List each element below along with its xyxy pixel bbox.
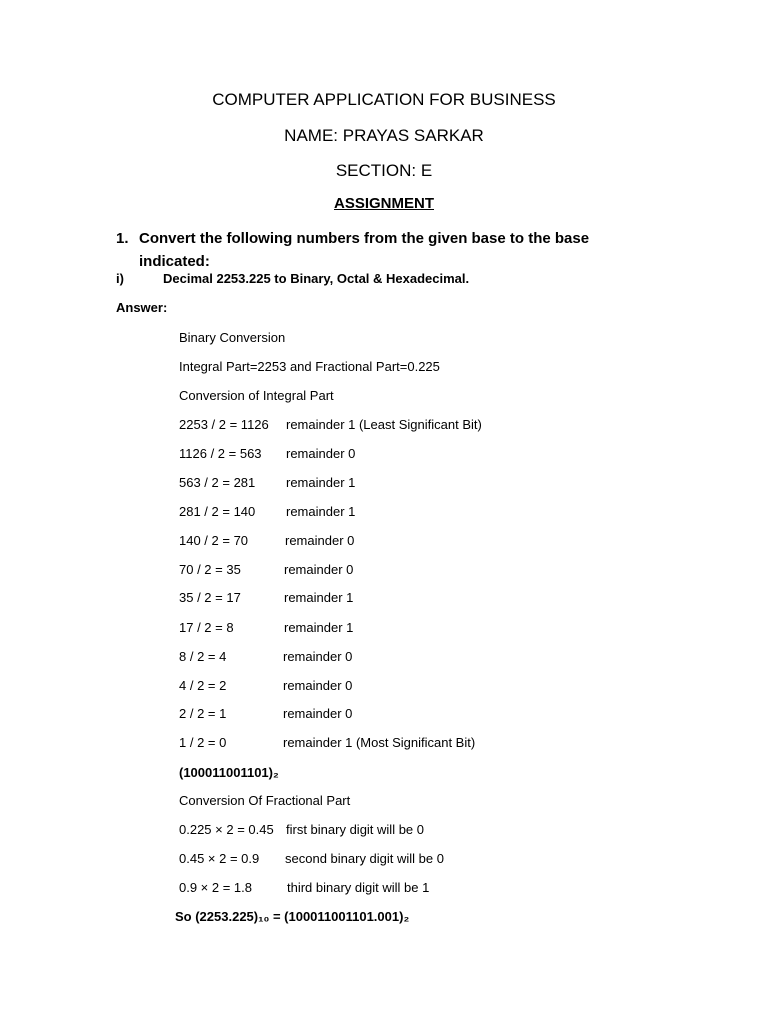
division-remainder: remainder 0	[284, 562, 354, 577]
integral-heading: Conversion of Integral Part	[179, 388, 334, 403]
student-name: NAME: PRAYAS SARKAR	[284, 126, 484, 145]
answer-label: Answer:	[116, 300, 168, 315]
subquestion-number: i)	[116, 271, 124, 286]
final-result: So (2253.225)₁₀ = (100011001101.001)₂	[175, 909, 410, 924]
assignment-heading: ASSIGNMENT	[333, 195, 434, 212]
question-text: Convert the following numbers from the given base to the base indicated:	[139, 230, 590, 270]
division-remainder: remainder 1	[284, 620, 354, 635]
fractional-heading: Conversion Of Fractional Part	[179, 793, 351, 808]
course-title: COMPUTER APPLICATION FOR BUSINESS	[212, 90, 556, 109]
division-remainder: remainder 1	[284, 590, 354, 605]
division-equation: 281 / 2 = 140	[179, 504, 256, 519]
fraction-equation: 0.45 × 2 = 0.9	[179, 851, 260, 866]
division-remainder: remainder 1	[286, 475, 356, 490]
division-remainder: remainder 0	[283, 706, 353, 721]
division-remainder: remainder 1 (Least Significant Bit)	[286, 417, 482, 432]
binary-heading: Binary Conversion	[179, 330, 286, 345]
subquestion-text: Decimal 2253.225 to Binary, Octal & Hexadecimal.	[163, 271, 470, 286]
fraction-note: third binary digit will be 1	[287, 880, 430, 895]
division-remainder: remainder 0	[283, 678, 353, 693]
division-remainder: remainder 0	[285, 533, 355, 548]
division-remainder: remainder 0	[286, 446, 356, 461]
fraction-equation: 0.9 × 2 = 1.8	[179, 880, 253, 895]
section-label: SECTION: E	[335, 161, 433, 180]
parts-line: Integral Part=2253 and Fractional Part=0.225	[179, 359, 440, 374]
division-remainder: remainder 1	[286, 504, 356, 519]
division-equation: 17 / 2 = 8	[179, 620, 234, 635]
division-equation: 35 / 2 = 17	[179, 590, 241, 605]
division-equation: 2 / 2 = 1	[179, 706, 227, 721]
division-equation: 70 / 2 = 35	[179, 562, 241, 577]
fraction-note: second binary digit will be 0	[285, 851, 444, 866]
question-number: 1.	[116, 230, 129, 247]
division-equation: 8 / 2 = 4	[179, 649, 227, 664]
integral-result: (100011001101)₂	[179, 765, 279, 780]
division-equation: 563 / 2 = 281	[179, 475, 256, 490]
fraction-note: first binary digit will be 0	[286, 822, 424, 837]
division-equation: 140 / 2 = 70	[179, 533, 249, 548]
division-equation: 2253 / 2 = 1126	[179, 417, 269, 432]
division-remainder: remainder 1 (Most Significant Bit)	[283, 735, 476, 750]
division-equation: 1 / 2 = 0	[179, 735, 227, 750]
division-equation: 4 / 2 = 2	[179, 678, 227, 693]
fraction-equation: 0.225 × 2 = 0.45	[179, 822, 274, 837]
division-equation: 1126 / 2 = 563	[179, 446, 262, 461]
division-remainder: remainder 0	[283, 649, 353, 664]
